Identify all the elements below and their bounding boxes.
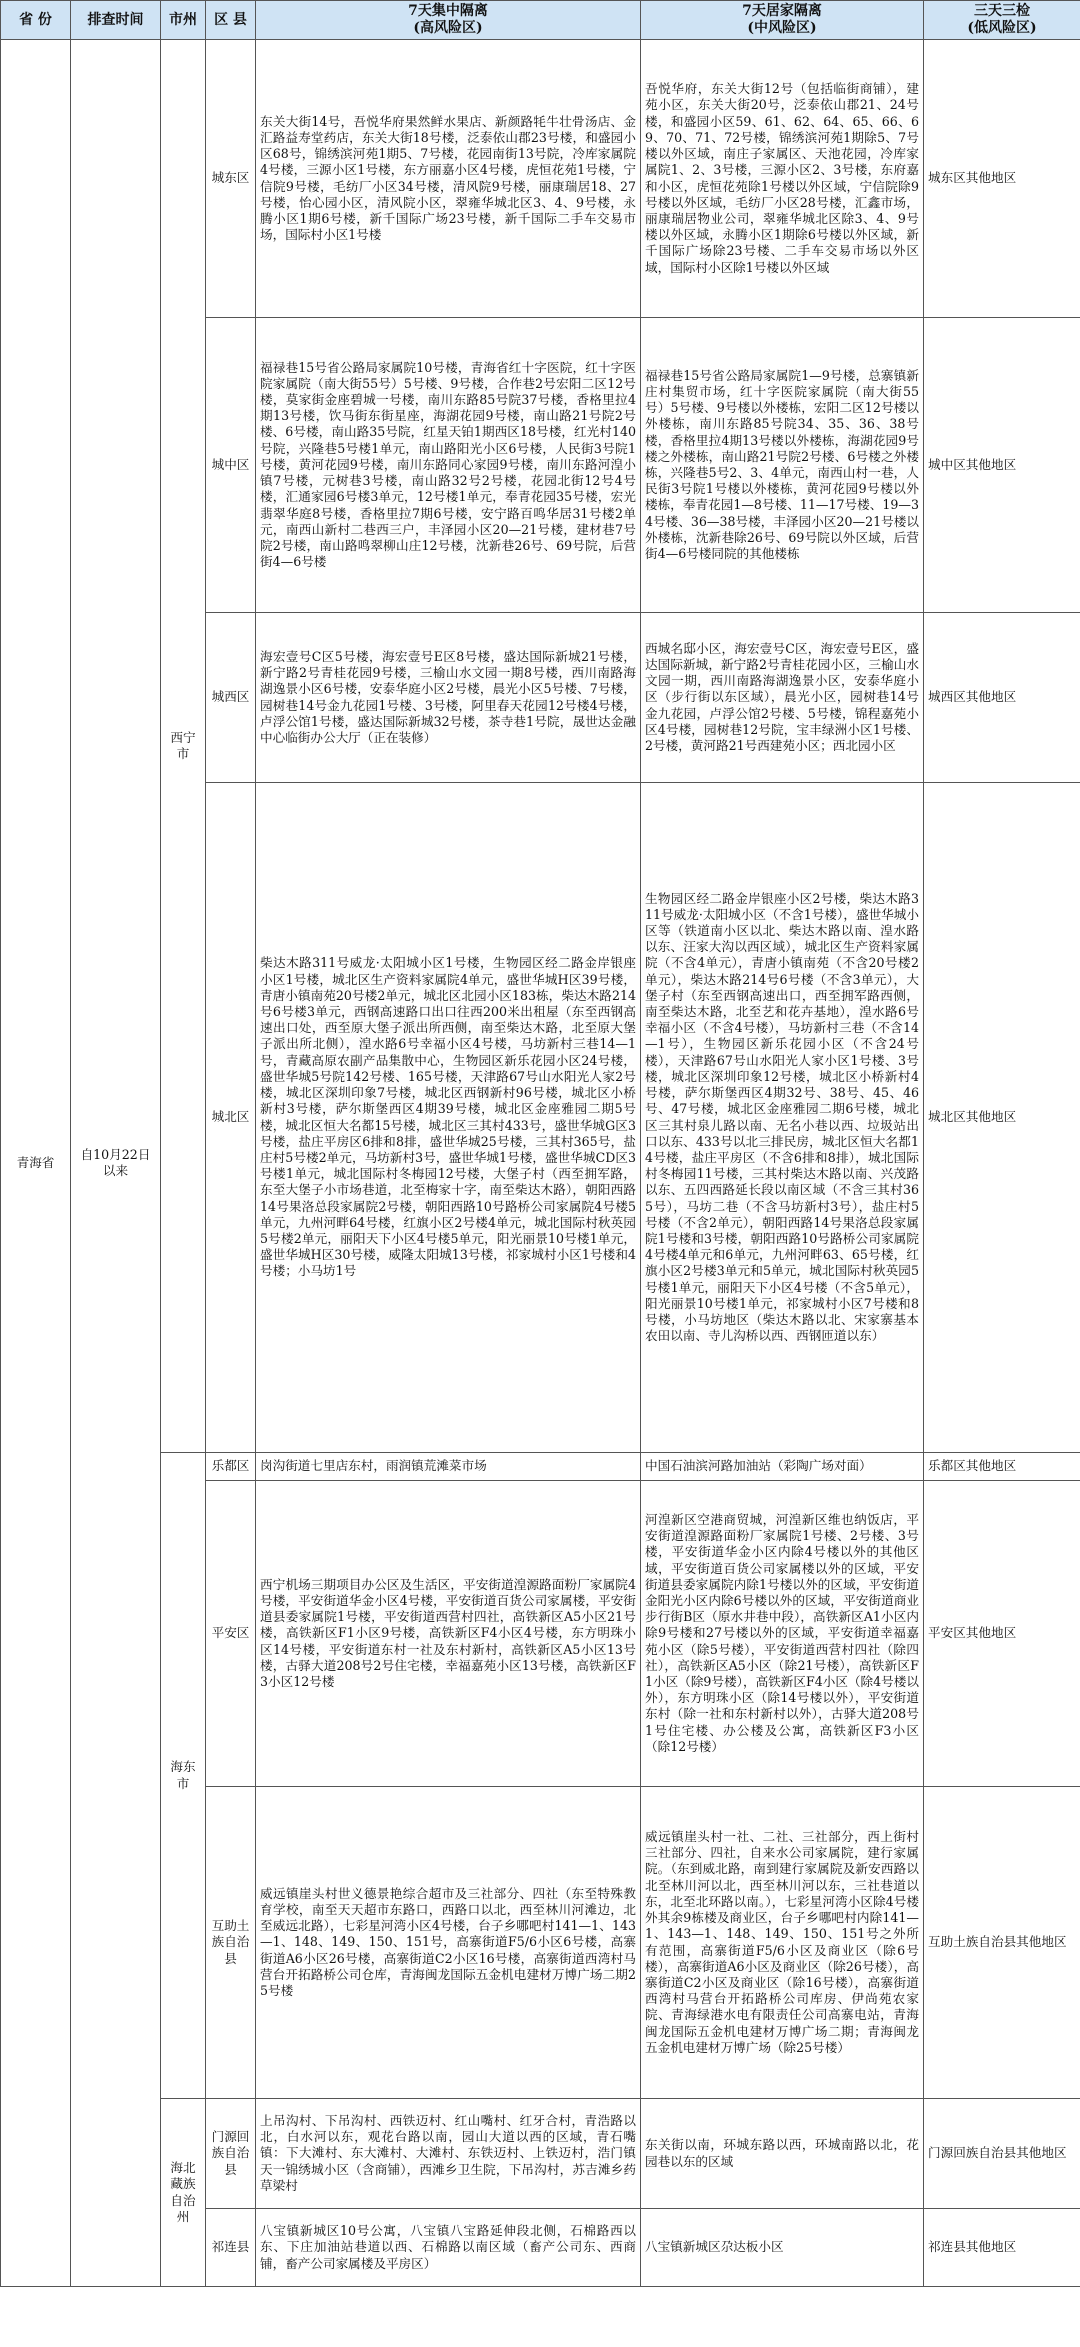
low-risk-cell: 城西区其他地区	[924, 613, 1080, 783]
county-cell: 门源回族自治县	[206, 2099, 256, 2209]
county-cell: 城北区	[206, 783, 256, 1453]
low-risk-cell: 乐都区其他地区	[924, 1453, 1080, 1481]
mid-risk-cell: 中国石油滨河路加油站（彩陶广场对面）	[641, 1453, 924, 1481]
header-province: 省 份	[1, 1, 71, 40]
city-cell-haidong: 海东市	[161, 1453, 206, 2099]
county-cell: 城西区	[206, 613, 256, 783]
city-cell-xining: 西宁市	[161, 40, 206, 1453]
city-cell-haibei: 海北藏族自治州	[161, 2099, 206, 2287]
mid-risk-cell: 西城名邸小区，海宏壹号C区，海宏壹号E区，盛达国际新城，新宁路2号青桂花园小区，三榆山水文园一期，西川南路海湖逸景小区，安泰华庭小区（步行街以东区域），晨光小区，园树巷14号金九花园，卢浮公馆2号楼、5号楼，锦程嘉苑小区4号楼，园树巷12号院，宝丰绿洲小区1号楼、2号楼，黄河路21号西建苑小区；西北园小区	[641, 613, 924, 783]
high-risk-cell: 海宏壹号C区5号楼，海宏壹号E区8号楼，盛达国际新城21号楼，新宁路2号青桂花园9号楼，三榆山水文园一期8号楼，西川南路海湖逸景小区6号楼，安泰华庭小区2号楼，晨光小区5号楼、7号楼，园树巷14号金九花园1号楼、3号楼，阿里春天花园12号楼4号楼，卢浮公馆1号楼，盛达国际新城32号楼，茶寺巷1号院，晟世达金融中心临街办公大厅（正在装修）	[256, 613, 641, 783]
high-risk-cell: 福禄巷15号省公路局家属院10号楼，青海省红十字医院，红十字医院家属院（南大街55号）5号楼、9号楼，合作巷2号宏阳二区12号楼，莫家街金座碧城一号楼，南川东路85号院37号楼，香格里拉4期13号楼，饮马街东街星座，海湖花园9号楼，南山路21号院2号楼、6号楼，南山路35号院，红星天铂1期西区18号楼，红光村140号院，兴隆巷5号楼1单元，南山路阳光小区6号楼，人民街3号院1号楼，黄河花园9号楼，南川东路同心家园9号楼，南川东路河湟小镇7号楼，元树巷3号楼，南山路32号2号楼，花园北街12号4号楼，汇通家园6号楼3单元，12号楼1单元，奉青花园35号楼，宏光翡翠华庭8号楼，香格里拉7期6号楼，安宁路百鸣华居31号楼2单元，南西山新村二巷西三户，丰泽园小区20—21号楼，建材巷7号院2号楼，南山路鸣翠柳山庄12号楼，沈新巷26号、69号院，后营街4—6号楼	[256, 318, 641, 613]
mid-risk-cell: 东关街以南，环城东路以西，环城南路以北，花园巷以东的区域	[641, 2099, 924, 2209]
county-cell: 乐都区	[206, 1453, 256, 1481]
table-row	[1, 40, 1080, 318]
high-risk-cell: 威远镇崖头村世义德景艳综合超市及三社部分、四社（东至特殊教育学校，南至天天超市东路口，西路口以北，西至林川河滩边，北至威远北路），七彩星河湾小区4号楼，台子乡哪吧村141—1、143—1、148、149、150、151号，高寨街道F5/6小区6号楼，高寨街道A6小区26号楼，高寨街道C2小区16号楼，高寨街道西湾村马营台开拓路桥公司仓库，青海闽龙国际五金机电建材万博广场二期25号楼	[256, 1787, 641, 2099]
high-risk-cell: 东关大街14号，吾悦华府果然鲜水果店、新颜路牦牛壮骨汤店、金汇路益寿堂药店，东关大街18号楼，泛泰依山郡23号楼，和盛园小区68号，锦绣滨河苑1期5、7号楼，花园南街13号院，冷库家属院4号楼，三源小区1号楼，东方丽嘉小区4号楼，虎恒花苑1号楼，宁信院9号楼，毛纺厂小区34号楼，清风院9号楼，丽康瑞居18、27号楼，怡心园小区，清风院小区，翠雍华城北区3、4、9号楼，永腾小区1期6号楼，新千国际广场23号楼，新千国际二手车交易市场，国际村小区1号楼	[256, 40, 641, 318]
county-cell: 互助土族自治县	[206, 1787, 256, 2099]
header-city: 市州	[161, 1, 206, 40]
low-risk-cell: 互助土族自治县其他地区	[924, 1787, 1080, 2099]
low-risk-cell: 平安区其他地区	[924, 1481, 1080, 1787]
mid-risk-cell: 吾悦华府，东关大街12号（包括临街商铺），建苑小区，东关大街20号，泛泰依山郡21、24号楼，和盛园小区59、61、62、64、65、66、69、70、71、72号楼，锦绣滨河苑1期除5、7号楼以外区域，南庄子家属区、天池花园，冷库家属院1、2、3号楼，三源小区2、3号楼，东府嘉和小区，虎恒花苑除1号楼以外区域，宁信院除9号楼以外区域，毛纺厂小区28号楼，汇鑫市场，丽康瑞居物业公司，翠雍华城北区除3、4、9号楼以外区域，永腾小区1期除6号楼以外区域，新千国际广场除23号楼、二手车交易市场以外区域，国际村小区除1号楼以外区域	[641, 40, 924, 318]
low-risk-cell: 城东区其他地区	[924, 40, 1080, 318]
table-row	[1, 2099, 1080, 2209]
header-mid-risk: 7天居家隔离 (中风险区)	[641, 1, 924, 40]
high-risk-cell: 西宁机场三期项目办公区及生活区，平安街道湟源路面粉厂家属院4号楼，平安街道华金小区4号楼，平安街道百货公司家属楼，平安街道县委家属院1号楼，平安街道西营村四社，高铁新区A5小区21号楼，高铁新区F1小区9号楼，高铁新区F4小区4号楼，东方明珠小区14号楼，平安街道东村一社及东村新村，高铁新区A5小区13号楼，古驿大道208号2号住宅楼，幸福嘉苑小区13号楼，高铁新区F3小区12号楼	[256, 1481, 641, 1787]
mid-risk-cell: 威远镇崖头村一社、二社、三社部分，西上街村三社部分、四社，自来水公司家属院，建行家属院。（东到威北路，南到建行家属院及新安西路以北至林川河以北，西至林川河以东，三社巷道以东，北至北环路以南。），七彩星河湾小区除4号楼外其余9栋楼及商业区，台子乡哪吧村内除141—1、143—1、148、149、150、151号之外所有范围，高寨街道F5/6小区及商业区（除6号楼），高寨街道A6小区及商业区（除26号楼），高寨街道C2小区及商业区（除16号楼），高寨街道西湾村马营台开拓路桥公司库房、伊尚苑农家院、青海绿港水电有限责任公司高寨电站，青海闽龙国际五金机电建材万博广场二期；青海闽龙五金机电建材万博广场（除25号楼）	[641, 1787, 924, 2099]
mid-risk-cell: 生物园区经二路金岸银座小区2号楼，柴达木路311号威龙·太阳城小区（不含1号楼），盛世华城小区等（铁道南小区以北、柴达木路以南、湟水路以东、汪家大沟以西区域），城北区生产资料家属院（不含4单元），青唐小镇南苑（不含20号楼2单元），柴达木路214号6号楼（不含3单元），大堡子村（东至西钢高速出口，西至拥军路西侧，南至柴达木路，北至艺和花卉基地），湟水路6号幸福小区（不含4号楼），马坊新村三巷（不含14—1号），生物园区新乐花园小区（不含24号楼），天津路67号山水阳光人家小区1号楼、3号楼，城北区深圳印象12号楼，城北区小桥新村4号楼，萨尔斯堡西区4期32号、38号、45、46号、47号楼，城北区金座雅园二期6号楼，城北区三其村泉儿路以南、无名小巷以西、垃圾站出口以东、433号以北三排民房，城北区恒大名都14号楼，盐庄平房区（不含6排和8排），城北国际村冬梅园11号楼，三其村柴达木路以南、兴茂路以东、五四西路延长段以南区域（不含三其村365号），马坊二巷（不含马坊新村3号），盐庄村5号楼（不含2单元），朝阳西路14号果洛总段家属院1号楼和3号楼，朝阳西路10号路桥公司家属院4号楼4单元和6单元，九州河畔63、65号楼，红旗小区2号楼3单元和5单元，城北国际村秋英园5号楼1单元，丽阳天下小区4号楼（不含5单元），阳光丽景10号楼1单元，祁家城村小区7号楼和8号楼，小马坊地区（柴达木路以北、宋家寨基本农田以南、寺儿沟桥以西、西钢匝道以东）	[641, 783, 924, 1453]
table-row	[1, 1453, 1080, 1481]
header-time: 排查时间	[71, 1, 161, 40]
province-cell: 青海省	[1, 40, 71, 2287]
high-risk-cell: 八宝镇新城区10号公寓，八宝镇八宝路延伸段北侧，石棉路西以东、下庄加油站巷道以西、石棉路以南区域（畜产公司东、西商铺，畜产公司家属楼及平房区）	[256, 2209, 641, 2287]
mid-risk-cell: 河湟新区空港商贸城，河湟新区维也纳饭店，平安街道湟源路面粉厂家属院1号楼、2号楼、3号楼，平安街道华金小区内除4号楼以外的其他区域，平安街道百货公司家属楼以外的区域，平安街道县委家属院内除1号楼以外的区域，平安街道金阳光小区内除6号楼以外的区域，平安街道商业步行街B区（原水井巷中段），高铁新区A1小区内除9号楼和27号楼以外的区域，平安街道幸福嘉苑小区（除5号楼），平安街道西营村四社（除四社），高铁新区A5小区（除21号楼），高铁新区F1小区（除9号楼），高铁新区F4小区（除4号楼以外），东方明珠小区（除14号楼以外），平安街道东村（除一社和东村新村以外），古驿大道208号1号住宅楼、办公楼及公寓，高铁新区F3小区（除12号楼）	[641, 1481, 924, 1787]
county-cell: 祁连县	[206, 2209, 256, 2287]
county-cell: 平安区	[206, 1481, 256, 1787]
county-cell: 城东区	[206, 40, 256, 318]
header-row	[1, 1, 1080, 40]
low-risk-cell: 门源回族自治县其他地区	[924, 2099, 1080, 2209]
time-cell: 自10月22日以来	[71, 40, 161, 2287]
header-low-risk: 三天三检 (低风险区)	[924, 1, 1080, 40]
low-risk-cell: 城中区其他地区	[924, 318, 1080, 613]
header-county: 区 县	[206, 1, 256, 40]
high-risk-cell: 岗沟街道七里店东村，雨润镇荒滩菜市场	[256, 1453, 641, 1481]
low-risk-cell: 祁连县其他地区	[924, 2209, 1080, 2287]
mid-risk-cell: 八宝镇新城区尕达板小区	[641, 2209, 924, 2287]
high-risk-cell: 上吊沟村、下吊沟村、西铁迈村、红山嘴村、红牙合村，青浩路以北，白水河以东，观花台路以南，园山大道以西的区域，青石嘴镇：下大滩村、东大滩村、大滩村、东铁迈村、上铁迈村，浩门镇天一锦绣城小区（含商铺），西滩乡卫生院，下吊沟村，苏吉滩乡药草梁村	[256, 2099, 641, 2209]
low-risk-cell: 城北区其他地区	[924, 783, 1080, 1453]
high-risk-cell: 柴达木路311号威龙·太阳城小区1号楼，生物园区经二路金岸银座小区1号楼，城北区生产资料家属院4单元，盛世华城H区39号楼，青唐小镇南苑20号楼2单元，城北区北园小区183栋，柴达木路214号6号楼3单元，西钢高速路口出口往西200米出租屋（东至西钢高速出口处，西至原大堡子派出所西侧，南至柴达木路，北至原大堡子派出所北侧），湟水路6号幸福小区4号楼，马坊新村三巷14—1号，青藏高原农副产品集散中心，生物园区新乐花园小区24号楼，盛世华城5号院142号楼、165号楼，天津路67号山水阳光人家2号楼，城北区深圳印象7号楼，城北区西钢新村96号楼，城北区小桥新村3号楼，萨尔斯堡西区4期39号楼，城北区金座雅园二期5号楼，城北区恒大名都15号楼，城北区三其村433号，盛世华城G区3号楼，盐庄平房区6排和8排，盛世华城25号楼，三其村365号，盐庄村5号楼2单元，马坊新村3号，盛世华城1号楼，盛世华城CD区3号楼1单元，城北国际村冬梅园12号楼，大堡子村（西至拥军路，东至大堡子小市场巷道，北至梅家十字，南至柴达木路），朝阳西路14号果洛总段家属院2号楼，朝阳西路10号路桥公司家属院4号楼5单元，九州河畔64号楼，红旗小区2号楼4单元，城北国际村秋英园5号楼2单元，丽阳天下小区4号楼5单元，阳光丽景10号楼1单元，盛世华城H区30号楼，威隆太阳城13号楼，祁家城村小区1号楼和4号楼；小马坊1号	[256, 783, 641, 1453]
mid-risk-cell: 福禄巷15号省公路局家属院1—9号楼，总寨镇新庄村集贸市场，红十字医院家属院（南大街55号）5号楼、9号楼以外楼栋，宏阳二区12号楼以外楼栋，南川东路85号院34、35、36、38号楼，香格里拉4期13号楼以外楼栋，海湖花园9号楼之外楼栋，南山路21号院2号楼、6号楼之外楼栋，兴隆巷5号2、3、4单元，南西山村一巷，人民街3号院1号楼以外楼栋，黄河花园9号楼以外楼栋，奉青花园1—8号楼、11—17号楼、19—34号楼、36—38号楼，丰泽园小区20—21号楼以外楼栋，沈新巷除26号、69号院以外区域，后营街4—6号楼同院的其他楼栋	[641, 318, 924, 613]
county-cell: 城中区	[206, 318, 256, 613]
header-high-risk: 7天集中隔离 (高风险区)	[256, 1, 641, 40]
